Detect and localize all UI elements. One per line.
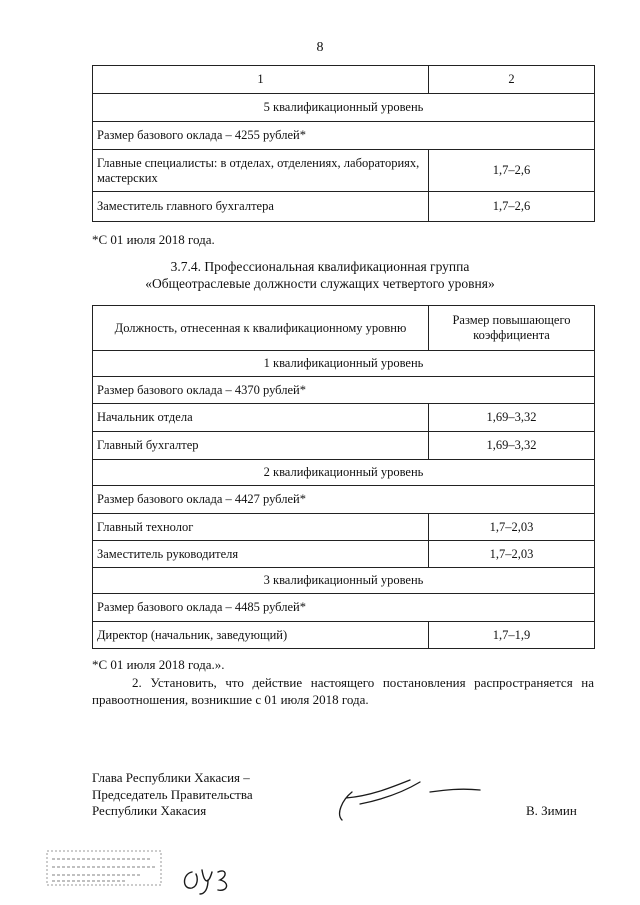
column-header: 1 bbox=[93, 66, 429, 94]
group-heading bbox=[0, 258, 640, 292]
table-general-positions-level-4 bbox=[92, 305, 595, 649]
qualification-level-row bbox=[93, 351, 595, 377]
base-salary-label: Размер базового оклада – 4427 рублей* bbox=[93, 486, 595, 514]
qualification-level-label: 3 квалификационный уровень bbox=[93, 568, 595, 594]
coefficient-value: 1,7–2,6 bbox=[429, 150, 595, 192]
base-salary-label: Размер базового оклада – 4370 рублей* bbox=[93, 377, 595, 404]
table-header-row bbox=[93, 66, 595, 94]
signatory-title-line: Председатель Правительства bbox=[92, 786, 253, 802]
table-salary-level-5 bbox=[92, 65, 595, 222]
page-number: 8 bbox=[316, 40, 324, 55]
base-salary-label: Размер базового оклада – 4485 рублей* bbox=[93, 594, 595, 622]
position-name: Директор (начальник, заведующий) bbox=[93, 622, 429, 649]
table-row bbox=[93, 432, 595, 460]
table-row bbox=[93, 404, 595, 432]
coefficient-value: 1,7–2,03 bbox=[429, 514, 595, 541]
base-salary-row bbox=[93, 122, 595, 150]
footnote-date: *С 01 июля 2018 года.». bbox=[92, 657, 225, 672]
handwritten-mark bbox=[178, 860, 238, 896]
column-header-position: Должность, отнесенная к квалификационному уровню bbox=[93, 306, 429, 351]
table-header-row bbox=[93, 306, 595, 351]
group-heading-line: 3.7.4. Профессиональная квалификационная группа bbox=[170, 259, 470, 274]
qualification-level-label: 1 квалификационный уровень bbox=[93, 351, 595, 377]
position-name: Начальник отдела bbox=[93, 404, 429, 432]
group-heading-line: «Общеотраслевые должности служащих четвертого уровня» bbox=[145, 276, 495, 291]
table-row bbox=[93, 622, 595, 649]
signatory-name: В. Зимин bbox=[526, 803, 577, 818]
qualification-level-row bbox=[93, 460, 595, 486]
resolution-paragraph: 2. Установить, что действие настоящего постановления распространяется на правоотношения, возникшие с 01 июля 2018 года. bbox=[92, 675, 594, 707]
qualification-level-label: 2 квалификационный уровень bbox=[93, 460, 595, 486]
position-name: Заместитель главного бухгалтера bbox=[93, 192, 429, 222]
qualification-level-row bbox=[93, 94, 595, 122]
registration-stamp bbox=[46, 850, 162, 886]
base-salary-row bbox=[93, 486, 595, 514]
coefficient-value: 1,7–2,03 bbox=[429, 541, 595, 568]
qualification-level-row bbox=[93, 568, 595, 594]
coefficient-value: 1,7–2,6 bbox=[429, 192, 595, 222]
table-row bbox=[93, 514, 595, 541]
column-header-coefficient: Размер повышающего коэффициента bbox=[429, 306, 595, 351]
footnote-date: *С 01 июля 2018 года. bbox=[92, 232, 215, 247]
signatory-title bbox=[92, 770, 253, 820]
coefficient-value: 1,7–1,9 bbox=[429, 622, 595, 649]
position-name: Главный технолог bbox=[93, 514, 429, 541]
base-salary-row bbox=[93, 594, 595, 622]
table-row bbox=[93, 150, 595, 192]
qualification-level-label: 5 квалификационный уровень bbox=[93, 94, 595, 122]
position-name: Главные специалисты: в отделах, отделениях, лабораториях, мастерских bbox=[93, 150, 429, 192]
base-salary-label: Размер базового оклада – 4255 рублей* bbox=[93, 122, 595, 150]
base-salary-row bbox=[93, 377, 595, 404]
position-name: Главный бухгалтер bbox=[93, 432, 429, 460]
position-name: Заместитель руководителя bbox=[93, 541, 429, 568]
table-row bbox=[93, 541, 595, 568]
handwritten-signature bbox=[330, 770, 490, 830]
column-header: 2 bbox=[429, 66, 595, 94]
coefficient-value: 1,69–3,32 bbox=[429, 404, 595, 432]
coefficient-value: 1,69–3,32 bbox=[429, 432, 595, 460]
signatory-title-line: Глава Республики Хакасия – bbox=[92, 770, 250, 785]
signatory-title-line: Республики Хакасия bbox=[92, 803, 207, 818]
table-row bbox=[93, 192, 595, 222]
